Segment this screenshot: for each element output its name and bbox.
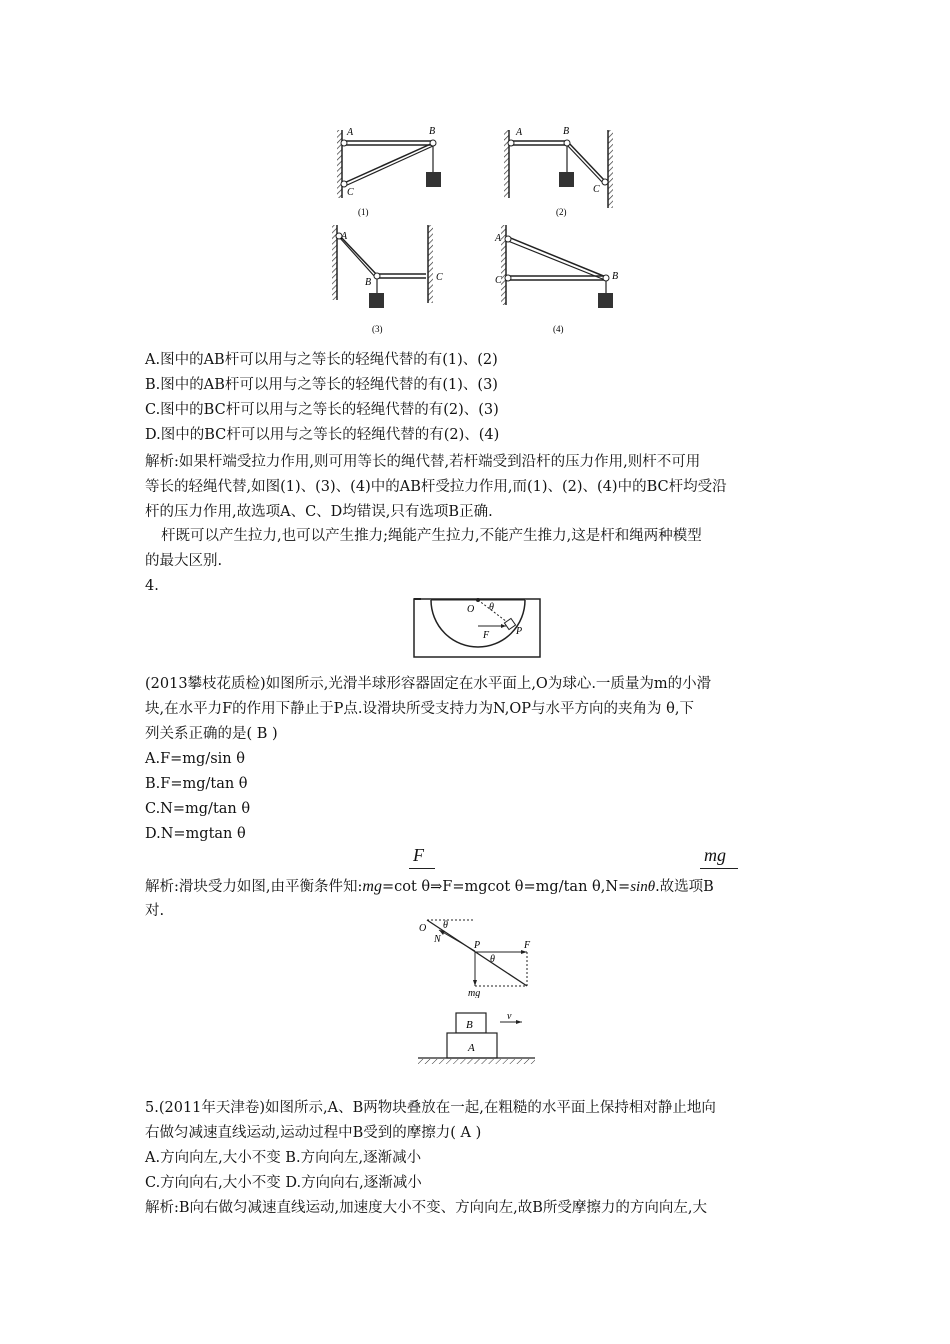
label-f: F: [524, 940, 531, 951]
point-label-c: C: [436, 272, 443, 283]
fraction-bar: [700, 868, 738, 869]
velocity-label: v: [507, 1011, 512, 1022]
analysis-text: .故选项B: [655, 879, 714, 895]
q3-analysis-line: 杆的压力作用,故选项A、C、D均错误,只有选项B正确.: [145, 504, 493, 520]
label-f: F: [483, 630, 490, 641]
rod-rope-figure-group: [325, 115, 625, 345]
label-theta: θ: [490, 954, 495, 965]
stacked-blocks-figure: [415, 1010, 545, 1070]
block-label-b: B: [466, 1019, 473, 1031]
q4-option-c: C.N=mg/tan θ: [145, 801, 251, 817]
q3-option-c: C.图中的BC杆可以用与之等长的轻绳代替的有(2)、(3): [145, 402, 499, 418]
q3-option-b: B.图中的AB杆可以用与之等长的轻绳代替的有(1)、(3): [145, 377, 498, 393]
q5-options-line: A.方向向左,大小不变 B.方向向左,逐渐减小: [145, 1150, 422, 1166]
q3-option-a: A.图中的AB杆可以用与之等长的轻绳代替的有(1)、(2): [145, 352, 498, 368]
point-label-b: B: [365, 277, 372, 288]
block-label-a: A: [468, 1042, 475, 1054]
analysis-text: =cot θ⇒F=mgcot θ=mg/tan θ,N=: [381, 879, 631, 895]
fraction-numerator-mg: mg: [704, 845, 726, 865]
point-label-a: A: [347, 127, 354, 138]
q4-option-a: A.F=mg/sin θ: [145, 751, 245, 767]
diagram-1: [337, 126, 441, 217]
point-label-a: A: [516, 127, 523, 138]
label-theta: θ: [489, 602, 494, 613]
label-n: N: [434, 934, 441, 945]
q5-analysis-line: 解析:B向右做匀减速直线运动,加速度大小不变、方向向左,故B所受摩擦力的方向向左,大: [145, 1200, 708, 1216]
fraction-bar: [409, 868, 435, 869]
q5-options-line: C.方向向右,大小不变 D.方向向右,逐渐减小: [145, 1175, 422, 1191]
diagram-3: [332, 225, 443, 334]
fraction-numerator-f: F: [413, 845, 424, 865]
q3-note-line: 的最大区别.: [145, 553, 223, 569]
diagram-caption: (2): [556, 207, 567, 217]
q4-analysis-line: [145, 877, 714, 897]
point-label-b: B: [563, 126, 570, 137]
q4-stem-line: (2013攀枝花质检)如图所示,光滑半球形容器固定在水平面上,O为球心.一质量为m的小滑: [145, 676, 712, 692]
diagram-caption: (4): [553, 324, 564, 334]
point-label-b: B: [429, 126, 436, 137]
q3-note-line: 杆既可以产生拉力,也可以产生推力;绳能产生拉力,不能产生推力,这是杆和绳两种模型: [161, 528, 702, 544]
question-number: 4.: [145, 578, 159, 594]
q3-analysis-line: 解析:如果杆端受拉力作用,则可用等长的绳代替,若杆端受到沿杆的压力作用,则杆不可用: [145, 454, 701, 470]
q4-option-b: B.F=mg/tan θ: [145, 776, 248, 792]
q5-stem-line: 5.(2011年天津卷)如图所示,A、B两物块叠放在一起,在粗糙的水平面上保持相对静止地向: [145, 1100, 716, 1116]
label-mg: mg: [468, 988, 481, 998]
point-label-a: A: [495, 233, 502, 244]
point-label-b: B: [612, 271, 619, 282]
point-label-c: C: [495, 275, 502, 286]
label-theta: θ: [443, 920, 448, 931]
diagram-caption: (1): [358, 207, 369, 217]
q3-option-d: D.图中的BC杆可以用与之等长的轻绳代替的有(2)、(4): [145, 427, 500, 443]
diagram-caption: (3): [372, 324, 383, 334]
label-o: O: [467, 604, 475, 615]
q4-stem-line: 列关系正确的是( B ): [145, 726, 278, 742]
point-label-c: C: [593, 184, 600, 195]
fraction-denominator-mg: mg: [362, 878, 382, 895]
label-p: P: [516, 626, 523, 637]
label-p: P: [474, 940, 481, 951]
q4-stem-line: 块,在水平力F的作用下静止于P点.设滑块所受支持力为N,OP与水平方向的夹角为 θ,下: [145, 701, 694, 717]
diagram-4: [494, 225, 618, 334]
q4-analysis-line: 对.: [145, 903, 165, 919]
hemisphere-container-figure: [413, 597, 541, 659]
analysis-text: 解析:滑块受力如图,由平衡条件知:: [145, 879, 363, 895]
fraction-denominator-sin: sinθ: [630, 879, 656, 895]
force-diagram: [415, 916, 540, 998]
point-label-a: A: [341, 231, 348, 242]
diagram-2: [504, 126, 613, 217]
label-o: O: [419, 923, 427, 934]
q4-option-d: D.N=mgtan θ: [145, 826, 246, 842]
q3-analysis-line: 等长的轻绳代替,如图(1)、(3)、(4)中的AB杆受拉力作用,而(1)、(2)、(4)中的BC杆均受沿: [145, 479, 727, 495]
point-label-c: C: [347, 187, 354, 198]
q5-stem-line: 右做匀减速直线运动,运动过程中B受到的摩擦力( A ): [145, 1125, 482, 1141]
